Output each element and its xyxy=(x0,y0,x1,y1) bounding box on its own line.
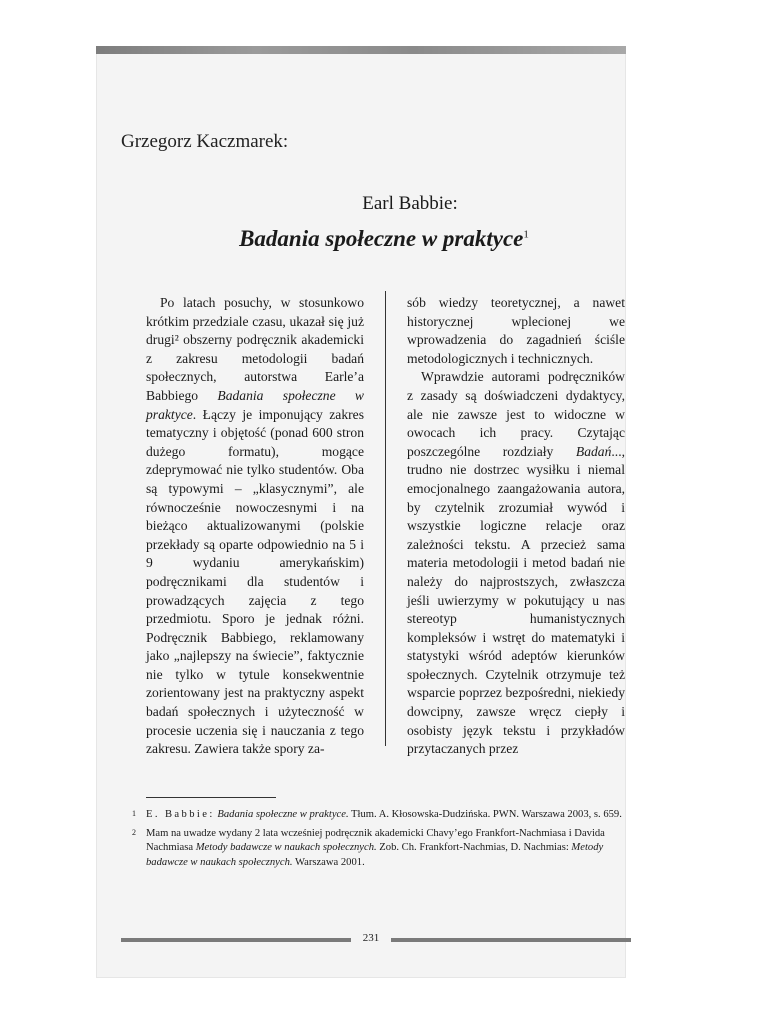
footnote-author: E. Babbie: xyxy=(146,809,215,820)
paragraph: Wprawdzie autorami podręczników z zasady są doświadczeni dydaktycy, ale nie zawsze jest to widoczne w owocach ich pracy. Czytając poszczególne rozdziały Badań..., trudno nie dostrzec wysiłku i niemal emocjonalnego zaangażowania autora, by czytelnik zrozumiał wywód i wszystkie logiczne relacje oraz zależności tekstu. A przecież sama materia metodologii i metod badań nie należy do najprostszych, zwłaszcza jeśli uwierzymy w pokutujący u nas stereotyp humanistycznych kompleksów i wstręt do matematyki i statystyki wśród adeptów kierunków społecznych. Czytelnik otrzymuje też wsparcie poprzez bezpośredni, niekiedy dowcipny, zawsze wręcz ciepły i osobisty język tekstu i przykładów przytaczanych przez xyxy=(407,369,625,757)
column-divider xyxy=(385,291,386,746)
book-title xyxy=(0,226,768,252)
footnote-number: 2 xyxy=(132,827,136,837)
footnote-text xyxy=(146,827,632,871)
top-border-bar xyxy=(96,46,626,54)
footnote-2 xyxy=(132,827,632,871)
footnote-title-2: Metody badawcze w naukach społecznych. xyxy=(146,842,604,868)
footnotes xyxy=(132,808,632,874)
footnote-1 xyxy=(132,808,632,823)
footnote-lead: Mam na uwadze wydany 2 lata wcześniej podręcznik akademicki Chavy’ego Frankfort-Nachmiasa i Davida Nachmiasa xyxy=(146,827,605,854)
footer-bar-left xyxy=(121,938,351,942)
paragraph: Po latach posuchy, w stosunkowo krótkim przedziale czasu, ukazał się już drugi² obszerny podręcznik akademicki z zakresu metodologii badań społecznych, autorstwa Earle’a Babbiego Badania społeczne w praktyce. Łączy je imponujący zakres tematyczny i objętość (ponad 600 stron dużego formatu), mogące zdeprymować nie tylko studentów. Oba są typowymi – „klasycznymi”, ale równocześnie nowoczesnymi i na bieżąco aktualizowanymi (polskie przekłady są oparte odpowiednio na 5 i 9 wydaniu amerykańskim) podręcznikami dla studentów i prowadzących zajęcia z tego przedmiotu. Sporo je jednak różni. Podręcznik Babbiego, reklamowany jako „najlepszy na świecie”, faktycznie nie tylko w tytule konsekwentnie zorientowany jest na praktyczny aspekt badań społecznych i użyteczność w procesie uczenia się i nauczania z tego zakresu. Zawiera także spory za- xyxy=(146,295,364,757)
footer-bar-right xyxy=(391,938,631,942)
left-column xyxy=(146,294,364,759)
page-footer xyxy=(121,932,631,946)
page-number: 231 xyxy=(362,932,380,944)
footnote-title: Badania społeczne w praktyce. xyxy=(217,809,349,820)
book-author-text: Earl Babbie: xyxy=(362,193,458,214)
footnote-number: 1 xyxy=(132,809,136,818)
footnote-text xyxy=(146,808,632,823)
footnote-title: Metody badawcze w naukach społecznych. xyxy=(195,842,377,854)
footnote-rest: Tłum. A. Kłosowska-Dudzińska. PWN. Warszawa 2003, s. 659. xyxy=(348,809,622,820)
right-column xyxy=(407,294,625,759)
footnote-rule xyxy=(146,797,276,798)
book-author xyxy=(0,193,768,215)
footnote-end: Warszawa 2001. xyxy=(292,856,365,868)
book-title-text: Badania społeczne w praktyce xyxy=(239,226,524,251)
footnote-mid: Zob. Ch. Frankfort-Nachmias, D. Nachmias: xyxy=(376,842,572,854)
review-author: Grzegorz Kaczmarek: xyxy=(121,131,289,152)
title-footnote-mark: 1 xyxy=(523,228,529,241)
paragraph: sób wiedzy teoretycznej, a nawet historycznej wplecionej we wprowadzenia do zagadnień ściśle metodologicznych i technicznych. xyxy=(407,295,625,366)
